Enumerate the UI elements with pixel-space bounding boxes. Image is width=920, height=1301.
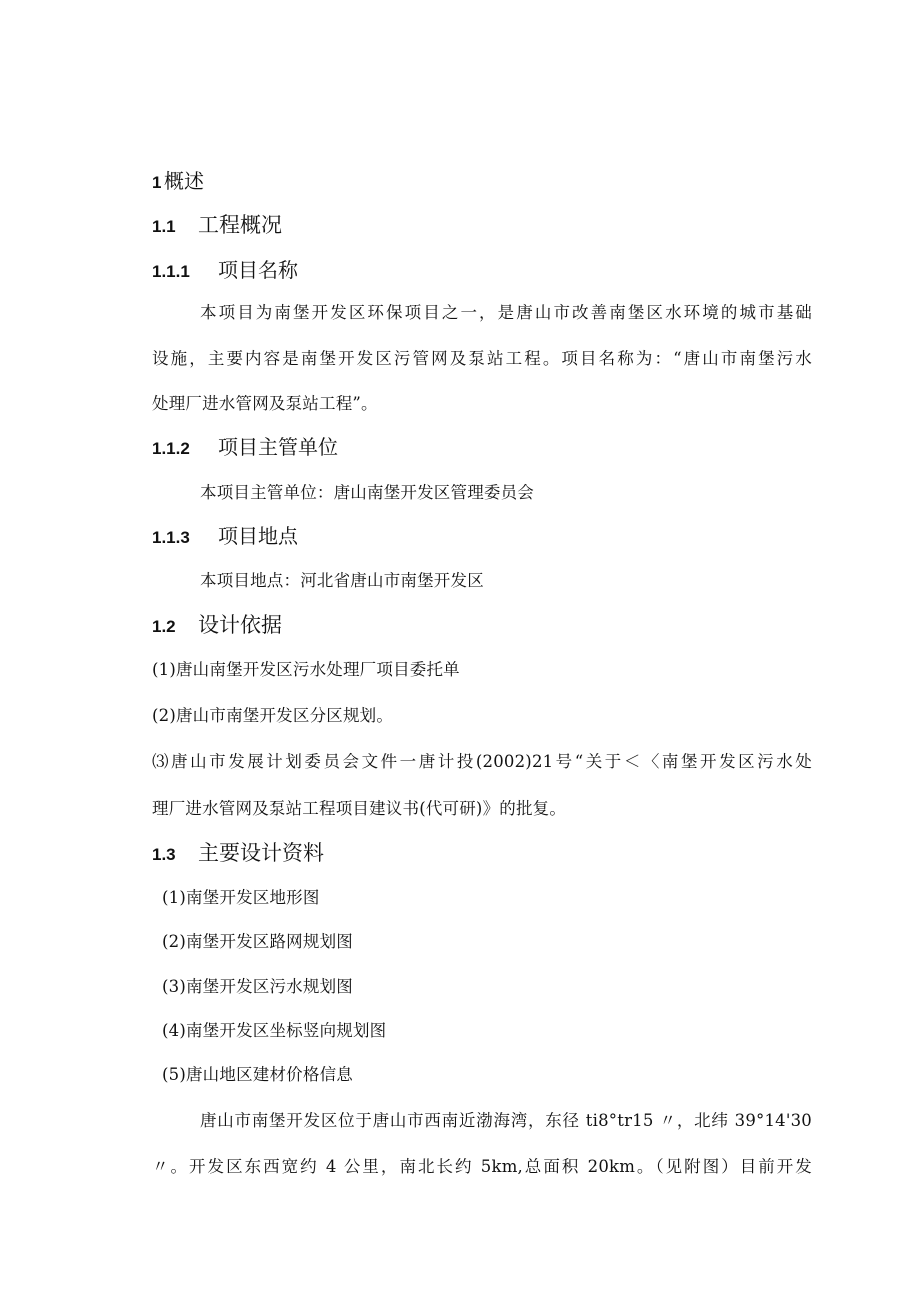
heading-number: 1.1.3 [152,528,190,547]
material-item: (2)南堡开发区路网规划图 [162,932,353,951]
heading-number: 1.1 [152,217,176,236]
heading-title: 项目地点 [218,524,298,548]
heading-1 [152,165,204,194]
heading-1-1-1 [152,254,298,283]
heading-1-1-3 [152,520,298,549]
paragraph-line: 设施，主要内容是南堡开发区污管网及泵站工程。项目名称为：“唐山市南堡污水 [152,349,812,368]
heading-title: 项目名称 [218,258,298,282]
heading-title: 概述 [164,169,204,193]
basis-item: (1)唐山南堡开发区污水处理厂项目委托单 [152,660,460,679]
heading-number: 1 [152,173,162,192]
heading-1-2 [152,609,282,639]
heading-1-1-2 [152,431,338,460]
basis-item: (2)唐山市南堡开发区分区规划。 [152,706,394,725]
paragraph-location: 本项目地点：河北省唐山市南堡开发区 [200,571,484,590]
paragraph-line: 处理厂进水管网及泵站工程”。 [152,394,378,413]
basis-item-continued: 理厂进水管网及泵站工程项目建议书(代可研)》的批复。 [152,799,567,818]
heading-number: 1.3 [152,845,176,864]
material-item: (3)南堡开发区污水规划图 [162,977,353,996]
heading-title: 项目主管单位 [218,435,338,459]
material-item: (4)南堡开发区坐标竖向规划图 [162,1021,387,1040]
material-item: (1)南堡开发区地形图 [162,888,320,907]
paragraph-line: 〃。开发区东西宽约 4 公里，南北长约 5km,总面积 20km。（见附图）目前开发 [152,1157,812,1176]
heading-number: 1.2 [152,617,176,636]
paragraph-line: 本项目为南堡开发区环保项目之一，是唐山市改善南堡区水环境的城市基础 [200,303,812,322]
material-item: (5)唐山地区建材价格信息 [162,1065,353,1084]
heading-title: 工程概况 [198,213,282,237]
paragraph-line: 唐山市南堡开发区位于唐山市西南近渤海湾，东径 ti8°tr15 〃，北纬 39°14'30 [200,1111,812,1130]
paragraph-unit: 本项目主管单位：唐山南堡开发区管理委员会 [200,483,534,502]
heading-1-3 [152,837,324,867]
heading-number: 1.1.1 [152,262,190,281]
heading-1-1 [152,209,282,239]
heading-number: 1.1.2 [152,439,190,458]
basis-item: ⑶唐山市发展计划委员会文件一唐计投(2002)21号“关于＜〈南堡开发区污水处 [152,752,812,771]
heading-title: 设计依据 [198,613,282,637]
heading-title: 主要设计资料 [198,841,324,865]
